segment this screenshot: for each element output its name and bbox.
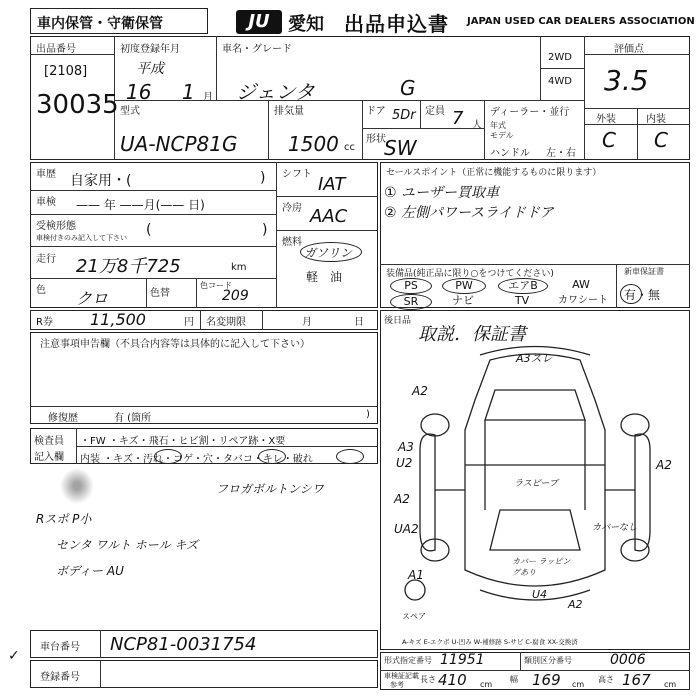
inspector-line-2: 内装 ・キズ・汚れ・コゲ・穴・タバコ・キレ・破れ bbox=[80, 454, 313, 465]
first-reg-era: 平成 bbox=[136, 61, 164, 77]
dimensions-label: 車検証記載 bbox=[384, 672, 419, 680]
mark-roof: ラスビーブ bbox=[514, 479, 558, 489]
fuel-gasoline: ガソリン bbox=[304, 246, 353, 260]
shift: IAT bbox=[318, 174, 346, 195]
equip-navi: ナビ bbox=[452, 294, 474, 307]
mileage: 21万8千725 bbox=[76, 256, 181, 277]
left-tick: ✓ bbox=[8, 648, 20, 664]
repair-label: 修復歴 bbox=[48, 413, 78, 424]
rating-int: C bbox=[654, 128, 668, 152]
mark-a1: A1 bbox=[408, 568, 424, 582]
mark-cover-right: カバーなし bbox=[592, 523, 638, 533]
mark-a2-right: A2 bbox=[656, 458, 672, 472]
type-code: UA-NCP81G bbox=[120, 132, 238, 156]
mark-ua2-left: UA2 bbox=[394, 522, 419, 536]
guarantee-label: 新車保証書 bbox=[624, 267, 664, 276]
first-reg-month-unit: 月 bbox=[203, 92, 213, 103]
chassis-number: NCP81-0031754 bbox=[110, 634, 257, 655]
category-no: 0006 bbox=[610, 652, 646, 668]
mark-a2-rear: A2 bbox=[568, 598, 583, 611]
shift-label: シフト bbox=[282, 169, 312, 180]
recycle-unit: 円 bbox=[184, 317, 194, 328]
recycle-row bbox=[30, 310, 378, 330]
rating-label: 評価点 bbox=[614, 44, 644, 55]
name-change-label: 名変期限 bbox=[206, 317, 246, 328]
drive-4wd: 4WD bbox=[548, 76, 572, 87]
registration-label: 登録番号 bbox=[40, 672, 80, 683]
rating-int-label: 内装 bbox=[646, 114, 666, 125]
equip-airbag: エアB bbox=[498, 278, 548, 294]
ju-logo: JU bbox=[236, 10, 282, 34]
registration-row bbox=[30, 660, 378, 688]
rating-ext-label: 外装 bbox=[596, 114, 616, 125]
displacement-unit: cc bbox=[344, 142, 355, 153]
inspector-label-1: 検査員 bbox=[34, 436, 64, 447]
capacity-label: 定員 bbox=[425, 106, 445, 117]
storage-badge: 車内保管・守衛保管 bbox=[30, 8, 208, 34]
recycle-value: 11,500 bbox=[90, 310, 146, 329]
form-title: 出品申込書 bbox=[344, 12, 449, 36]
documents-label: 後日品 bbox=[384, 316, 412, 326]
capacity-unit: 人 bbox=[472, 120, 482, 131]
displacement: 1500 bbox=[288, 132, 339, 156]
smudge-mark bbox=[60, 468, 94, 504]
fuel-circle bbox=[300, 242, 362, 262]
category-no-label: 類別区分番号 bbox=[524, 656, 572, 665]
sales-point-1: ① ユーザー買取車 bbox=[384, 185, 500, 201]
documents-value: 取説．保証書 bbox=[418, 324, 526, 345]
color-code: 209 bbox=[222, 288, 249, 304]
mileage-label: 走行 bbox=[36, 254, 56, 265]
note-1: フロガボルトンシワ bbox=[216, 482, 324, 496]
form-subtitle: JAPAN USED CAR DEALERS ASSOCIATION bbox=[467, 16, 695, 27]
recycle-label: R券 bbox=[36, 317, 53, 328]
model-grade: G bbox=[400, 76, 416, 100]
mileage-unit: km bbox=[231, 262, 247, 273]
spare-label: スペア bbox=[402, 612, 426, 621]
history-value: 自家用・( bbox=[70, 173, 132, 189]
mark-a3-left: A3 bbox=[398, 440, 414, 454]
shape-label: 形状 bbox=[366, 134, 386, 145]
type-designation-label: 形式指定番号 bbox=[384, 656, 432, 665]
acceptance-note: 車検付きのみ記入して下さい bbox=[36, 234, 127, 242]
equip-aw: AW bbox=[572, 278, 590, 291]
dimensions-sub: 参考 bbox=[390, 681, 404, 689]
acceptance-label: 受検形態 bbox=[36, 221, 76, 232]
lot-number: 30035 bbox=[36, 90, 119, 120]
notes-label: 注意事項申告欄（不具合内容等は具体的に記入して下さい） bbox=[40, 339, 310, 350]
rating-score: 3.5 bbox=[604, 64, 649, 97]
fuel-diesel: 軽 油 bbox=[306, 270, 343, 284]
length-value: 410 bbox=[438, 671, 467, 689]
fuel-label: 燃料 bbox=[282, 237, 302, 248]
doors-label: ドア bbox=[366, 106, 386, 117]
color-value: クロ bbox=[76, 289, 109, 308]
shaken-label: 車検 bbox=[36, 197, 56, 208]
sales-point-2: ② 左側パワースライドドア bbox=[384, 205, 554, 221]
drive-2wd: 2WD bbox=[548, 52, 572, 63]
height-value: 167 bbox=[622, 671, 651, 689]
inspector-line-1: ・FW ・キズ・飛石・ヒビ割・リペア跡・X要 bbox=[80, 436, 286, 447]
displacement-label: 排気量 bbox=[274, 106, 304, 117]
equipment-label: 装備品(純正品に限り○をつけてください) bbox=[386, 269, 554, 279]
equip-tv: TV bbox=[514, 294, 530, 307]
rating-ext: C bbox=[602, 128, 616, 152]
handle-value: 左・右 bbox=[546, 148, 576, 159]
inspector-label-2: 記入欄 bbox=[34, 452, 64, 463]
sales-point-label: セールスポイント（正常に機能するものに限ります） bbox=[386, 168, 602, 178]
color-change-label: 色替 bbox=[150, 288, 170, 299]
logo-kanji: 愛知 bbox=[288, 14, 324, 35]
type-designation: 11951 bbox=[440, 652, 485, 668]
model-label: 車名・グレード bbox=[222, 44, 292, 55]
first-reg-year: 16 bbox=[126, 80, 152, 104]
mark-u2-left: U2 bbox=[396, 456, 413, 470]
color-code-label: 色コード bbox=[200, 281, 232, 290]
ac-label: 冷房 bbox=[282, 203, 302, 214]
type-code-label: 型式 bbox=[120, 106, 140, 117]
lot-label: 出品番号 bbox=[36, 44, 76, 55]
doors: 5Dr bbox=[392, 108, 416, 123]
color-label: 色 bbox=[36, 285, 46, 296]
model-name: ジェンタ bbox=[236, 80, 315, 104]
dealer-year-label: 年式 bbox=[490, 121, 506, 130]
mark-a2-left: A2 bbox=[394, 492, 410, 506]
mark-a3-scratch: A3スレ bbox=[516, 352, 553, 365]
mark-u4: U4 bbox=[532, 588, 548, 601]
dealer-model-label: モデル bbox=[490, 131, 514, 140]
chassis-label: 車台番号 bbox=[40, 642, 80, 653]
capacity: 7 bbox=[452, 108, 464, 129]
lot-sub-number: [2108] bbox=[44, 64, 88, 79]
repair-value: 有 (箇所 bbox=[114, 413, 152, 424]
equip-pw: PW bbox=[442, 278, 486, 294]
history-label: 車歴 bbox=[36, 169, 56, 180]
guarantee-options: 有・無 bbox=[624, 288, 661, 302]
equip-sr: SR bbox=[390, 294, 432, 310]
shape: SW bbox=[384, 136, 417, 160]
first-reg-label: 初度登録年月 bbox=[120, 44, 180, 55]
handle-label: ハンドル bbox=[490, 148, 530, 159]
mark-cover-rear: カバー ラッピングあり bbox=[512, 557, 571, 577]
equip-ps: PS bbox=[390, 278, 432, 294]
first-reg-month: 1 bbox=[182, 80, 195, 104]
damage-legend: A-キズ E-エクボ U-凹み W-補修跡 S-サビ C-腐食 XX-交換済 bbox=[402, 638, 578, 646]
dealer-label: ディーラー・並行 bbox=[490, 107, 570, 118]
ac: AAC bbox=[310, 206, 348, 227]
note-3: センタ ワルト ホール キズ bbox=[56, 538, 199, 552]
mark-a2-front-left: A2 bbox=[412, 384, 428, 398]
note-4: ボディー AU bbox=[56, 564, 124, 578]
equip-leather: カワシート bbox=[558, 295, 608, 306]
shaken-value: —— 年 ——月(—— 日) bbox=[76, 198, 205, 212]
width-value: 169 bbox=[532, 671, 561, 689]
note-2: Rスポ P小 bbox=[36, 512, 92, 526]
